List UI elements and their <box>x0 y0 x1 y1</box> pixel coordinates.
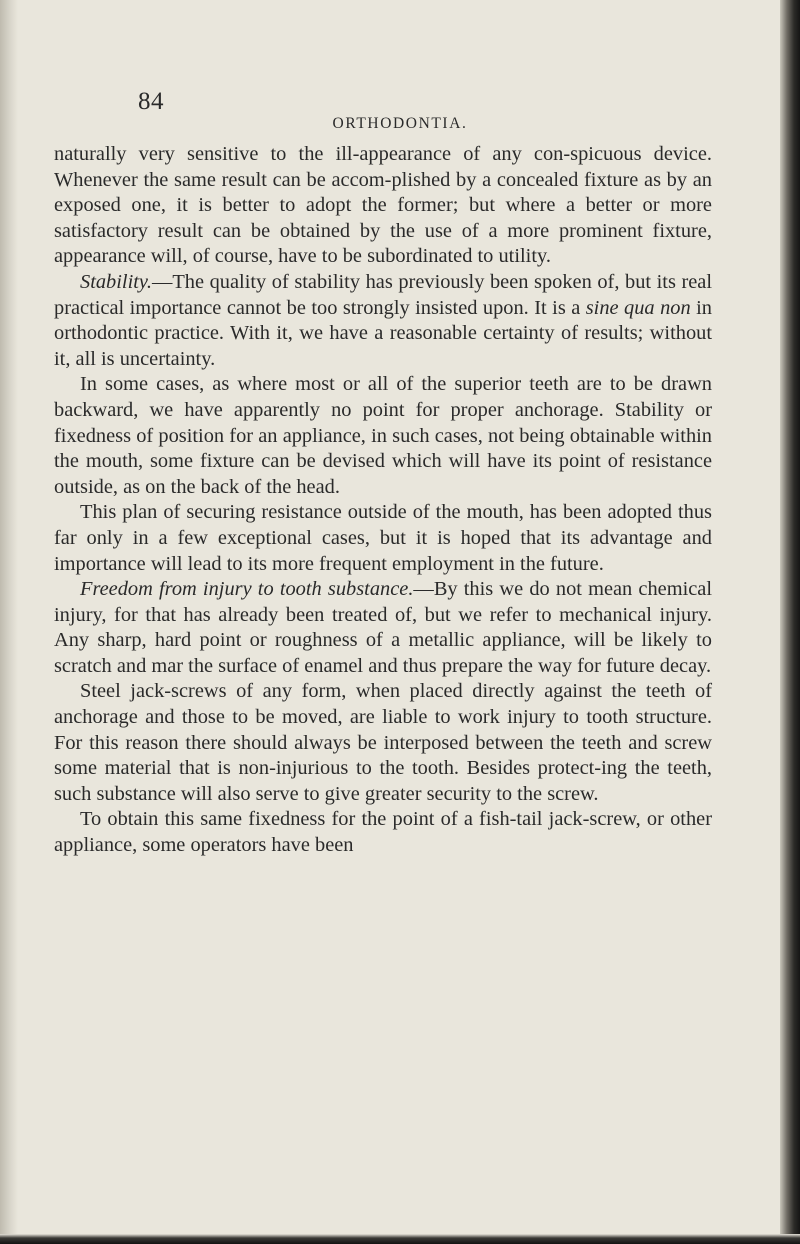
paragraph: Steel jack-screws of any form, when placed directly against the teeth of anchorage and those to be moved, are liable to work injury to tooth structure. For this reason there should always be interposed between the teeth and screw some material that is non-injurious to the tooth. Besides protect-ing the teeth, such substance will also serve to give greater security to the screw. <box>54 680 712 805</box>
paragraph-text: in orthodontic practice. With it, we have a reasonable certainty of results; without it, all is uncertainty. <box>54 296 712 370</box>
paragraph-text: —The quality of stability has previously been spoken of, but its real practical importance cannot be too strongly insisted upon. It is a <box>54 270 712 319</box>
paragraph: naturally very sensitive to the ill-appearance of any con-spicuous device. Whenever the same result can be accom-plished by a concealed fixture as by an exposed one, it is better to adopt the former; but where a better or more satisfactory result can be obtained by the use of a more prominent fixture, appearance will, of course, have to be subordinated to utility. <box>54 143 712 268</box>
running-title: ORTHODONTIA. <box>332 115 468 132</box>
paragraph-stability <box>54 270 712 372</box>
section-heading-stability: Stability. <box>80 270 152 293</box>
page-binding-shadow <box>0 0 18 1244</box>
section-heading-freedom: Freedom from injury to tooth substance. <box>80 578 414 601</box>
page-number: 84 <box>138 88 164 115</box>
paragraph: This plan of securing resistance outside of the mouth, has been adopted thus far only in a few exceptional cases, but it is hoped that its advantage and importance will lead to its more frequent employment in the future. <box>54 501 712 575</box>
page-edge-right <box>780 0 800 1244</box>
page-edge-bottom <box>0 1234 800 1244</box>
paragraph-text: —By this we do not mean chemical injury, for that has already been treated of, but we refer to mechanical injury. Any sharp, hard point or roughness of a metallic appliance, will be likely to scratch and mar the surface of enamel and thus prepare the way for future decay. <box>54 578 712 677</box>
paragraph: To obtain this same fixedness for the point of a fish-tail jack-screw, or other appliance, some operators have been <box>54 808 712 857</box>
body-text <box>54 142 712 859</box>
latin-phrase: sine qua non <box>585 296 691 319</box>
paragraph: In some cases, as where most or all of the superior teeth are to be drawn backward, we have apparently no point for proper anchorage. Stability or fixedness of position for an appliance, in such cases, not being obtainable within the mouth, some fixture can be devised which will have its point of resistance outside, as on the back of the head. <box>54 373 712 498</box>
paragraph-freedom <box>54 577 712 679</box>
